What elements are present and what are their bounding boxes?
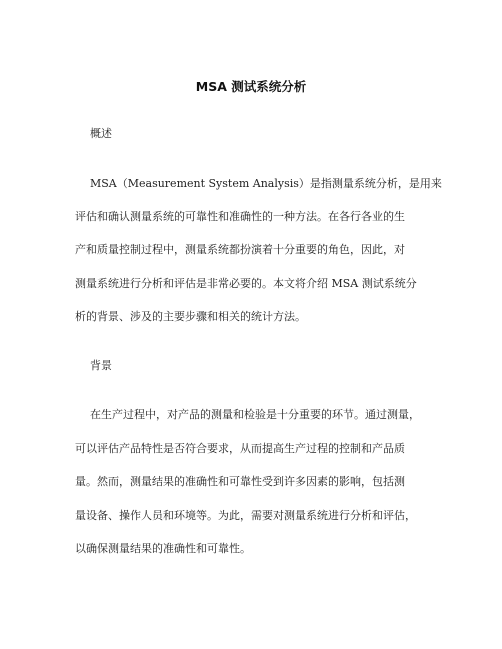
section-heading-overview: 概述 xyxy=(90,127,112,140)
paragraph-line: 在生产过程中，对产品的测量和检验是十分重要的环节。通过测量， xyxy=(90,408,420,421)
paragraph-line: 评估和确认测量系统的可靠性和准确性的一种方法。在各行各业的生 xyxy=(75,210,405,223)
document-title: MSA 测试系统分析 xyxy=(195,79,307,94)
paragraph-line: MSA（Measurement System Analysis）是指测量系统分析，是用来 xyxy=(90,177,442,190)
paragraph-line: 可以评估产品特性是否符合要求，从而提高生产过程的控制和产品质 xyxy=(75,442,405,455)
paragraph-line: 析的背景、涉及的主要步骤和相关的统计方法。 xyxy=(75,310,306,323)
paragraph-line: 测量系统进行分析和评估是非常必要的。本文将介绍 MSA 测试系统分 xyxy=(75,277,417,290)
paragraph-line: 产和质量控制过程中，测量系统都扮演着十分重要的角色，因此，对 xyxy=(75,243,405,256)
section-heading-background: 背景 xyxy=(90,359,112,372)
paragraph-line: 以确保测量结果的准确性和可靠性。 xyxy=(75,542,251,555)
paragraph-line: 量设备、操作人员和环境等。为此，需要对测量系统进行分析和评估， xyxy=(75,509,416,522)
paragraph-line: 量。然而，测量结果的准确性和可靠性受到许多因素的影响，包括测 xyxy=(75,475,405,488)
